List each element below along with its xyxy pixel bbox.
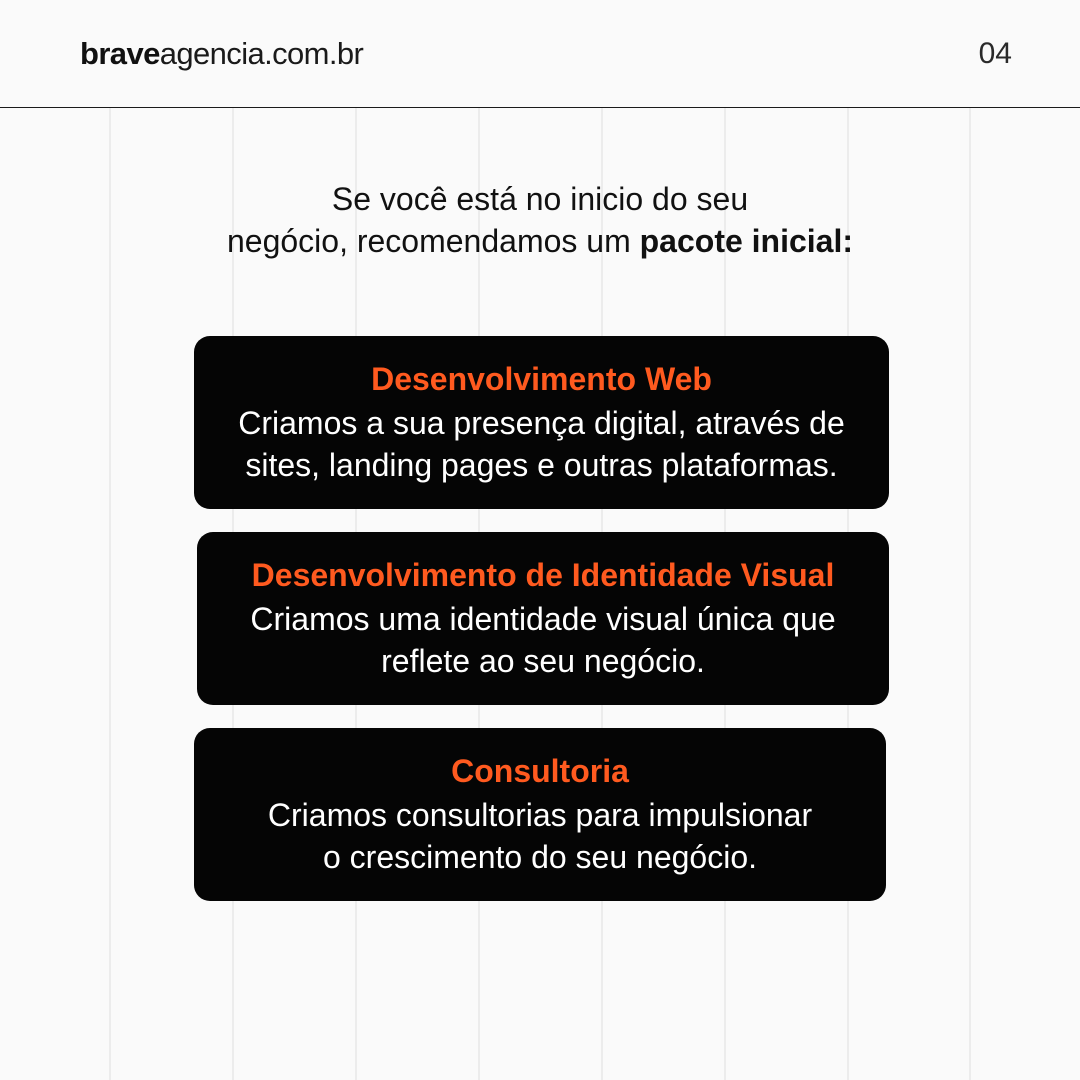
service-title: Desenvolvimento de Identidade Visual: [251, 557, 835, 593]
service-title: Consultoria: [451, 753, 629, 789]
service-description-line: sites, landing pages e outras plataformas.: [245, 447, 838, 483]
service-description-line: Criamos uma identidade visual única que: [250, 601, 836, 637]
service-title: Desenvolvimento Web: [371, 361, 712, 397]
service-card-consulting: [194, 728, 886, 901]
intro-line-2-prefix: negócio, recomendamos um: [226, 223, 640, 259]
service-description-line: Criamos consultorias para impulsionar: [267, 797, 813, 833]
page-number: 04: [978, 37, 1012, 70]
logo-domain-text: agencia.com.br: [159, 36, 364, 71]
logo-bold-text: brave: [80, 36, 160, 71]
service-description-line: reflete ao seu negócio.: [381, 643, 705, 679]
intro-line-1: Se você está no inicio do seu: [331, 181, 749, 217]
intro-line-2: [0, 220, 1080, 262]
intro-text: [0, 178, 1080, 262]
grid-line: [969, 0, 971, 1080]
header: [0, 0, 1080, 108]
brand-logo[interactable]: [80, 34, 363, 74]
intro-highlight: pacote inicial:: [639, 223, 854, 259]
service-description: [197, 598, 889, 682]
grid-line: [109, 0, 111, 1080]
service-description-line: Criamos a sua presença digital, através de: [238, 405, 845, 441]
service-card-visual-identity: [197, 532, 889, 705]
service-description: [194, 402, 889, 486]
service-description: [194, 794, 886, 878]
service-description-line: o crescimento do seu negócio.: [322, 839, 758, 875]
service-card-web: [194, 336, 889, 509]
